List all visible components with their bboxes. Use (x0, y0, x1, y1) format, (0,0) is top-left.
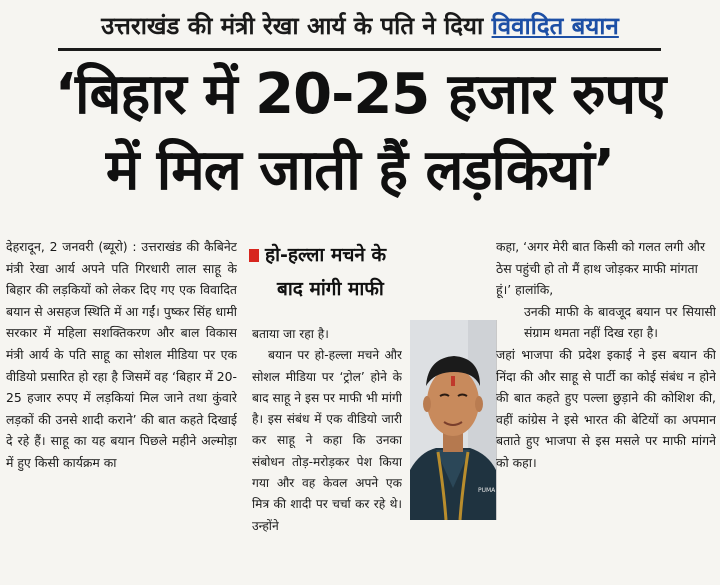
subheading-line-2: बाद मांगी माफी (277, 278, 384, 300)
subheading (249, 238, 493, 306)
subheading-line-1: हो-हल्ला मचने के (265, 244, 387, 266)
jacket-logo: PUMA (478, 487, 496, 494)
body-column-3 (496, 236, 716, 584)
headline-line-2: में मिल जाती हैं लड़कियां’ (105, 138, 615, 203)
body-column-2 (252, 324, 402, 582)
kicker-underline (58, 48, 661, 51)
kicker-accent: विवादित बयान (491, 12, 619, 40)
column-3-rest: जहां भाजपा की प्रदेश इकाई ने इस बयान की निंदा की और साहू से पार्टी का कोई संबंध न होने की बात कहते हुए पल्ला छुड़ाने की कोशिश की, वहीं कांग्रेस ने इसे भारत की बेटियों का अपमान बताते हुए भाजपा से इस मसले पर माफी मांगने को कहा। (496, 346, 716, 470)
portrait-illustration (410, 320, 496, 520)
kicker-main: उत्तराखंड की मंत्री रेखा आर्य के पति ने दिया (101, 12, 484, 40)
column-3-wrap: उनकी माफी के बावजूद बयान पर सियासी संग्राम थमता नहीं दिख रहा है। (524, 303, 716, 341)
headline-line-1: ‘बिहार में 20-25 हजार रुपए (54, 62, 666, 127)
column-2-first-line: बताया जा रहा है। (252, 327, 329, 341)
portrait-photo (410, 320, 497, 520)
column-3-top: कहा, ‘अगर मेरी बात किसी को गलत लगी और ठेस पहुंची हो तो मैं हाथ जोड़कर माफी मांगता हूं।’ हालांकि, (496, 239, 706, 298)
red-bullet-icon (249, 249, 259, 262)
column-2-body: बयान पर हो-हल्ला मचने और सोशल मीडिया पर ‘ट्रोल’ होने के बाद साहू ने इस पर माफी भी मांगी है। इस संबंध में एक वीडियो जारी कर साहू ने कहा कि उनका संबोधन तोड़-मरोड़कर पेश किया गया और वह केवल अपने एक मित्र की शादी पर चर्चा कर रहे थे। उन्होंने (252, 348, 402, 533)
kicker (0, 6, 720, 46)
body-column-1: देहरादून, 2 जनवरी (ब्यूरो) : उत्तराखंड की कैबिनेट मंत्री रेखा आर्य अपने पति गिरधारी लाल साहू के बिहार की लड़कियों को लेकर दिए गए एक विवादित बयान से असहज स्थिति में आ गईं। पुष्कर सिंह धामी सरकार में महिला सशक्तिकरण और बाल विकास मंत्री आर्य के पति साहू का सोशल मीडिया पर एक वीडियो प्रसारित हो रहा है जिसमें वह ‘बिहार में 20-25 हजार रुपए में लड़कियां मिल जाने तथा कुंवारे लड़कों की उनसे शादी कराने’ की बात कहते दिखाई दे रहे हैं। साहू का यह बयान पिछले महीने अल्मोड़ा में हुए किसी कार्यक्रम का (6, 239, 237, 470)
